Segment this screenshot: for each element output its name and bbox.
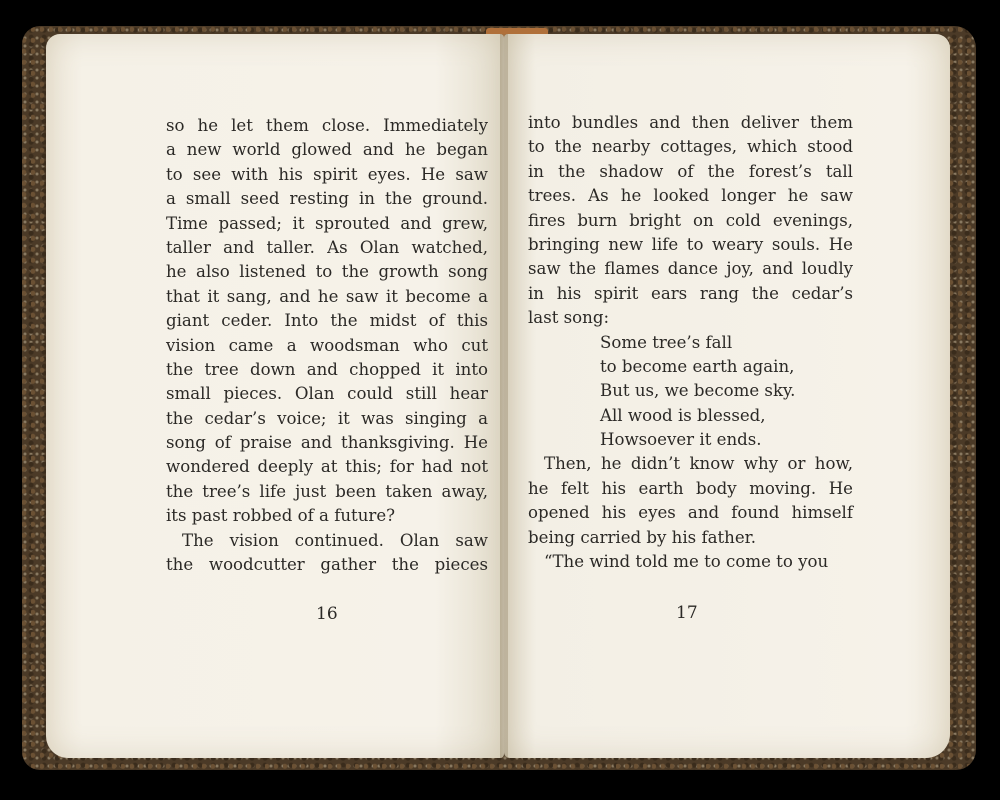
text-line: last song: — [528, 308, 610, 328]
text-line: small pieces. Olan could still hear — [166, 384, 488, 404]
text-line: wondered deeply at this; for had not — [166, 457, 488, 477]
text-line: vision came a woodsman who cut — [166, 335, 488, 355]
page-gutter — [500, 34, 508, 758]
text-line: the cedar’s voice; it was singing a — [166, 408, 488, 428]
text-line: to see with his spirit eyes. He saw — [166, 164, 488, 184]
text-line: saw the flames dance joy, and loudly — [528, 259, 853, 279]
text-line: a new world glowed and he began — [166, 140, 488, 160]
text-line: its past robbed of a future? — [166, 506, 396, 526]
text-line: giant ceder. Into the midst of this — [166, 311, 488, 331]
text-line: the tree down and chopped it into — [166, 359, 488, 379]
text-line: trees. As he looked longer he saw — [528, 186, 853, 206]
text-line: into bundles and then deliver them — [528, 113, 853, 132]
text-line: to the nearby cottages, which stood — [528, 137, 853, 157]
text-line: that it sang, and he saw it become a — [166, 286, 488, 306]
page-number-right: 17 — [676, 603, 698, 623]
text-line: so he let them close. Immediately — [166, 116, 488, 135]
text-line: a small seed resting in the ground. — [166, 189, 488, 209]
text-line: song of praise and thanksgiving. He — [166, 433, 488, 453]
verse-line: But us, we become sky. — [600, 381, 796, 401]
left-page-text — [166, 114, 488, 577]
text-line: Time passed; it sprouted and grew, — [166, 213, 488, 233]
text-line: bringing new life to weary souls. He — [528, 234, 853, 254]
text-line: fires burn bright on cold evenings, — [528, 210, 853, 230]
verse-line: All wood is blessed, — [600, 405, 766, 425]
text-line: “The wind told me to come to you — [544, 552, 829, 572]
text-line: in his spirit ears rang the cedar’s — [528, 283, 853, 303]
text-line: the woodcutter gather the pieces — [166, 555, 488, 575]
text-line: being carried by his father. — [528, 527, 757, 547]
text-line: opened his eyes and found himself — [528, 503, 853, 523]
text-line: he felt his earth body moving. He — [528, 478, 853, 498]
text-line: he also listened to the growth song — [166, 262, 488, 282]
text-line: the tree’s life just been taken away, — [166, 481, 488, 501]
right-page-text — [528, 111, 853, 574]
text-line: in the shadow of the forest’s tall — [528, 161, 853, 181]
verse-line: Howsoever it ends. — [600, 430, 762, 450]
text-line: The vision continued. Olan saw — [182, 530, 488, 550]
verse-line: Some tree’s fall — [600, 332, 733, 352]
text-line: Then, he didn’t know why or how, — [544, 454, 853, 474]
verse-line: to become earth again, — [600, 356, 795, 376]
page-number-left: 16 — [316, 604, 338, 624]
text-line: taller and taller. As Olan watched, — [166, 237, 488, 257]
